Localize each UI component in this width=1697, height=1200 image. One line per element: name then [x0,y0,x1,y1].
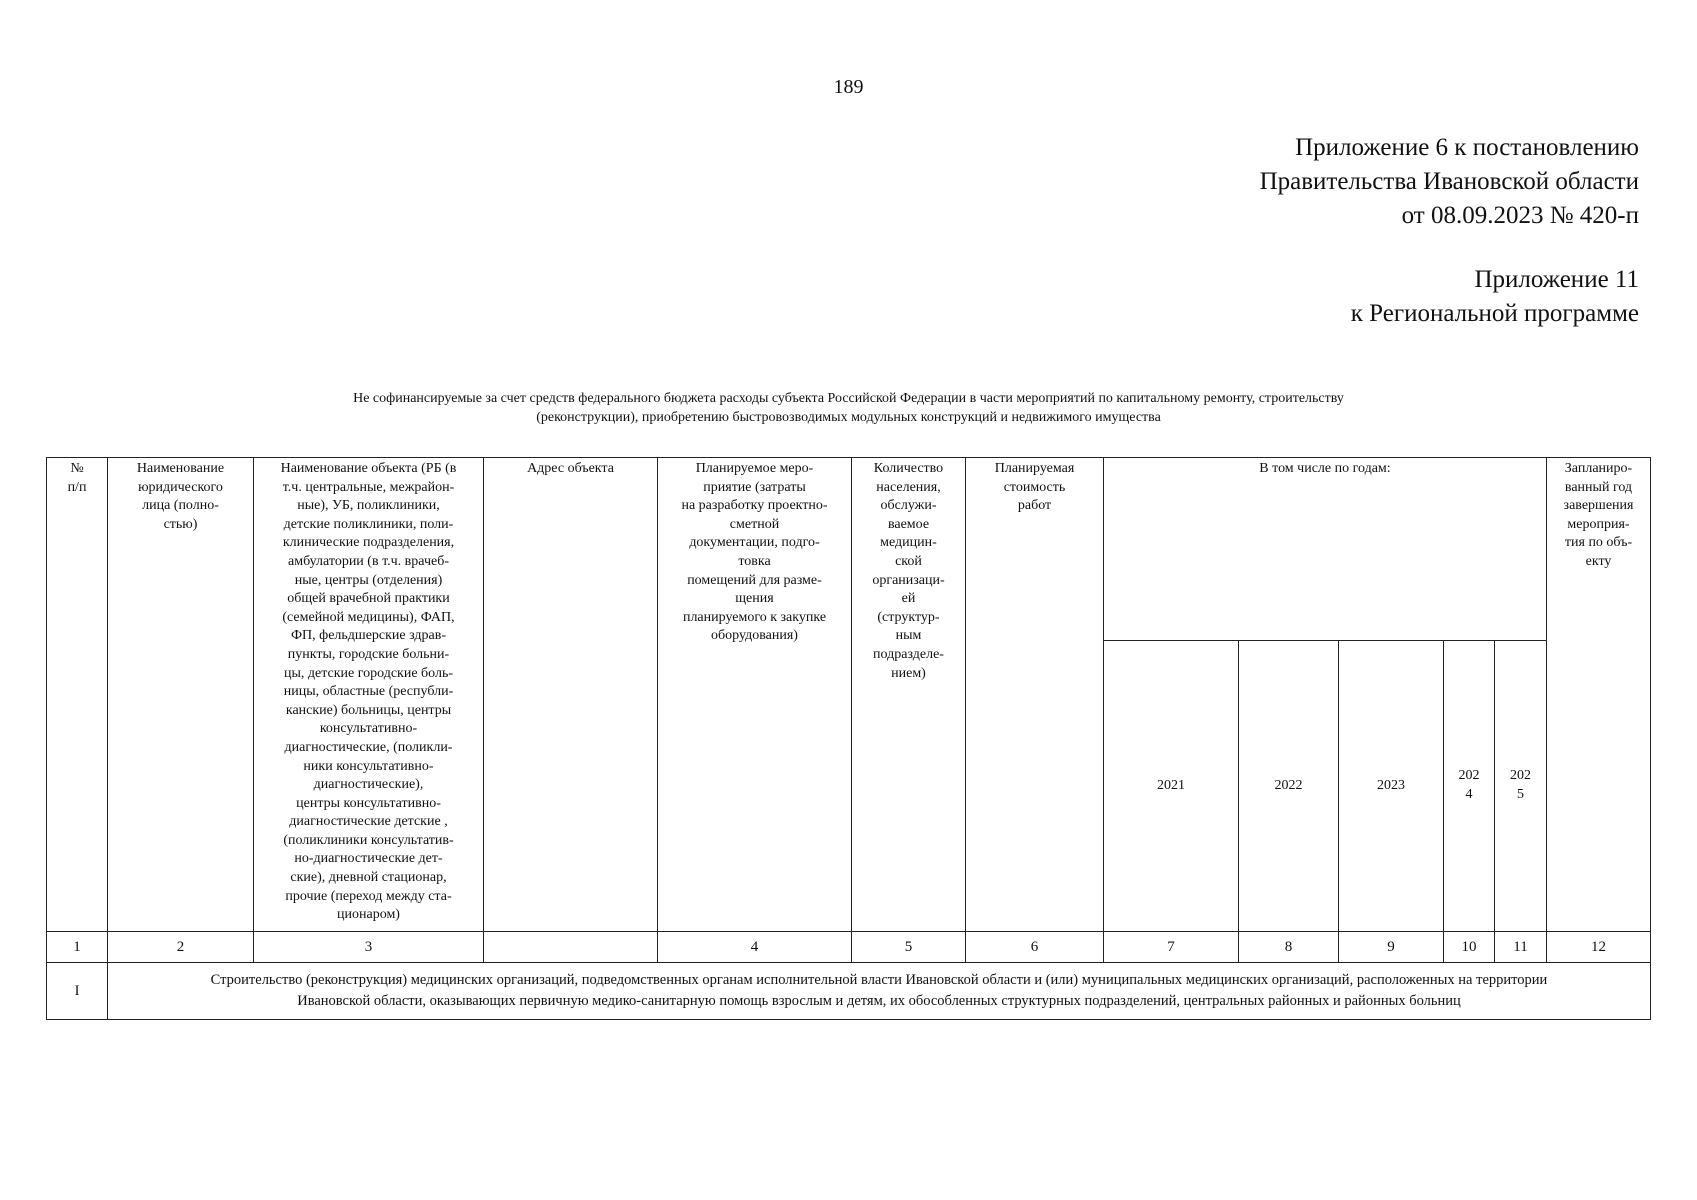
header-text-line: сметной [729,516,780,532]
header-text-line: цы, детские городские боль- [283,665,454,681]
column-number-cell: 7 [1104,932,1239,963]
header-text-line: оборудования) [711,628,798,644]
header-text-line: ники консультативно- [303,758,434,774]
header-text-line: екту [1585,553,1612,569]
header-object-name-text [258,460,479,925]
header-text-line: канские) больницы, центры [285,702,452,718]
header-population-text [856,460,961,683]
header-text-line: ным [895,628,922,644]
column-number-cell: 9 [1339,932,1444,963]
header-completion-year-text [1551,460,1646,572]
header-cost-text [970,460,1099,516]
header-year-2022-text [1243,777,1334,796]
header-text-line: планируемого к закупке [682,609,827,625]
header-text-line: прочие (переход между ста- [285,888,452,904]
header-text-line: ваемое [887,516,930,532]
appendix-11-header [1351,263,1639,331]
appendix-6-line-1: Приложение 6 к постановлению [1295,134,1639,161]
header-text-line: ные, центры (отделения) [294,572,443,588]
header-text-line: подразделе- [873,646,944,662]
column-number-cell: 8 [1239,932,1339,963]
header-text-line: Наименование [136,461,225,476]
header-text-line: юридического [138,479,223,495]
header-text-line: ФП, фельдшерские здрав- [290,628,447,644]
header-text-line: 202 [1458,768,1480,784]
header-text-line: работ [1017,498,1052,514]
section-title [108,963,1651,1020]
header-text-line: населения, [876,479,941,495]
header-row [47,458,1651,641]
header-text-line: В том числе по годам: [1259,461,1391,476]
header-text-line: 2022 [1274,777,1303,793]
column-number-cell [484,932,658,963]
header-cell-year-2025 [1495,641,1547,932]
header-text-line: 5 [1517,787,1524,802]
header-cell-address [484,458,658,932]
header-text-line: (семейной медицины), ФАП, [282,609,455,625]
header-text-line: № [70,461,84,476]
header-text-line: мероприя- [1567,516,1630,532]
header-text-line: амбулатории (в т.ч. врачеб- [288,553,449,569]
header-text-line: пункты, городские больни- [287,646,450,662]
header-text-line: (поликлиники консультатив- [283,832,454,848]
column-number-cell: 5 [852,932,966,963]
header-text-line: Планируемая [994,461,1075,476]
header-cell-planned-event [658,458,852,932]
header-cell-year-2023 [1339,641,1444,932]
header-cell-legal-entity [108,458,254,932]
header-cell-population [852,458,966,932]
header-text-line: стоимость [1003,479,1066,495]
header-legal-entity-text [112,460,249,534]
header-cell-cost [966,458,1104,932]
header-address-text [488,460,653,479]
header-text-line: п/п [67,479,87,495]
header-text-line: организаци- [872,572,945,588]
header-by-years-text [1108,460,1542,479]
appendix-6-line-2: Правительства Ивановской области [1259,168,1639,195]
header-year-2024-text [1448,767,1490,804]
header-text-line: общей врачебной практики [287,591,450,607]
column-number-cell: 4 [658,932,852,963]
header-text-line: ские), дневной стационар, [290,870,447,886]
header-text-line: диагностические), [313,777,424,793]
document-title [200,389,1497,427]
expenses-table [46,457,1651,1020]
header-text-line: детские поликлиники, поли- [283,516,454,532]
header-text-line: медицин- [880,535,937,551]
header-text-line: ей [901,591,916,607]
column-number-cell: 6 [966,932,1104,963]
header-text-line: обслужи- [880,498,937,514]
header-text-line: ванный год [1564,479,1633,495]
header-text-line: Наименование объекта (РБ (в [280,461,457,476]
header-year-2023-text [1343,777,1439,796]
section-title-line-1: Строительство (реконструкция) медицинских организаций, подведомственных органам исполнительной власти Ивановской области и (или) муниципальных медицинских организаций, расположенных на территории [210,972,1548,988]
header-text-line: товка [738,553,771,569]
header-text-line: т.ч. центральные, межрайон- [282,479,455,495]
document-title-line-1: Не софинансируемые за счет средств федерального бюджета расходы субъекта Российской Федерации в части мероприятий по капитальному ремонту, строительству [353,391,1344,406]
header-text-line: на разработку проектно- [681,498,828,514]
header-text-line: Заплaниро- [1564,461,1633,476]
appendix-11-line-2: к Региональной программе [1350,300,1639,327]
header-text-line: ные), УБ, поликлиники, [297,498,440,514]
page-number: 189 [833,76,864,98]
header-text-line: ницы, областные (республи- [283,684,454,700]
header-cell-year-2021 [1104,641,1239,932]
header-text-line: центры консультативно- [296,795,441,811]
column-number-cell: 2 [108,932,254,963]
header-cell-year-2024 [1444,641,1495,932]
header-text-line: щения [735,591,774,607]
header-text-line: диагностические детские , [289,814,448,830]
header-text-line: стью) [163,516,198,532]
header-text-line: диагностические, (поликли- [284,739,453,755]
header-text-line: Планируемое меро- [695,461,814,476]
document-title-line-2: (реконструкции), приобретению быстровозводимых модульных конструкций и недвижимого имущества [536,410,1161,425]
header-text-line: приятие (затраты [703,479,806,495]
header-num-text [51,460,103,497]
appendix-6-line-3: от 08.09.2023 № 420-п [1401,202,1639,229]
column-numbers-row [47,932,1651,963]
header-cell-by-years [1104,458,1547,641]
header-year-2025-text [1499,767,1542,804]
appendix-11-line-1: Приложение 11 [1474,266,1639,293]
appendix-6-header [1260,131,1639,233]
header-text-line: помещений для разме- [687,572,822,588]
section-number: I [47,963,108,1020]
header-text-line: ской [895,553,922,569]
section-title-line-2: Ивановской области, оказывающих первичную медико-санитарную помощь взрослым и детям, их обособленных структурных подразделений, центральных районных и районных больниц [297,993,1461,1009]
header-text-line: Адрес объекта [527,461,614,476]
header-text-line: документации, подго- [689,535,820,551]
header-text-line: тия по объ- [1564,535,1633,551]
header-text-line: клинические подразделения, [282,535,455,551]
header-text-line: нием) [891,665,926,681]
header-text-line: ционаром) [337,907,400,923]
header-cell-object-name [254,458,484,932]
column-number-cell: 11 [1495,932,1547,963]
header-text-line: завершения [1563,498,1634,514]
header-text-line: лица (полно- [142,498,219,514]
header-year-2021-text [1108,777,1234,796]
header-text-line: 4 [1465,787,1473,802]
column-number-cell: 12 [1547,932,1651,963]
header-cell-num [47,458,108,932]
header-text-line: но-диагностические дет- [294,851,443,867]
header-text-line: Количество [873,461,944,476]
column-number-cell: 1 [47,932,108,963]
header-text-line: 2023 [1377,777,1405,793]
header-text-line: (структур- [877,609,940,625]
column-number-cell: 10 [1444,932,1495,963]
header-text-line: консультативно- [319,721,418,737]
header-planned-event-text [662,460,847,646]
section-row [47,963,1651,1020]
header-cell-completion-year [1547,458,1651,932]
header-text-line: 2021 [1157,777,1185,793]
header-text-line: 202 [1510,768,1531,784]
column-number-cell: 3 [254,932,484,963]
header-cell-year-2022 [1239,641,1339,932]
